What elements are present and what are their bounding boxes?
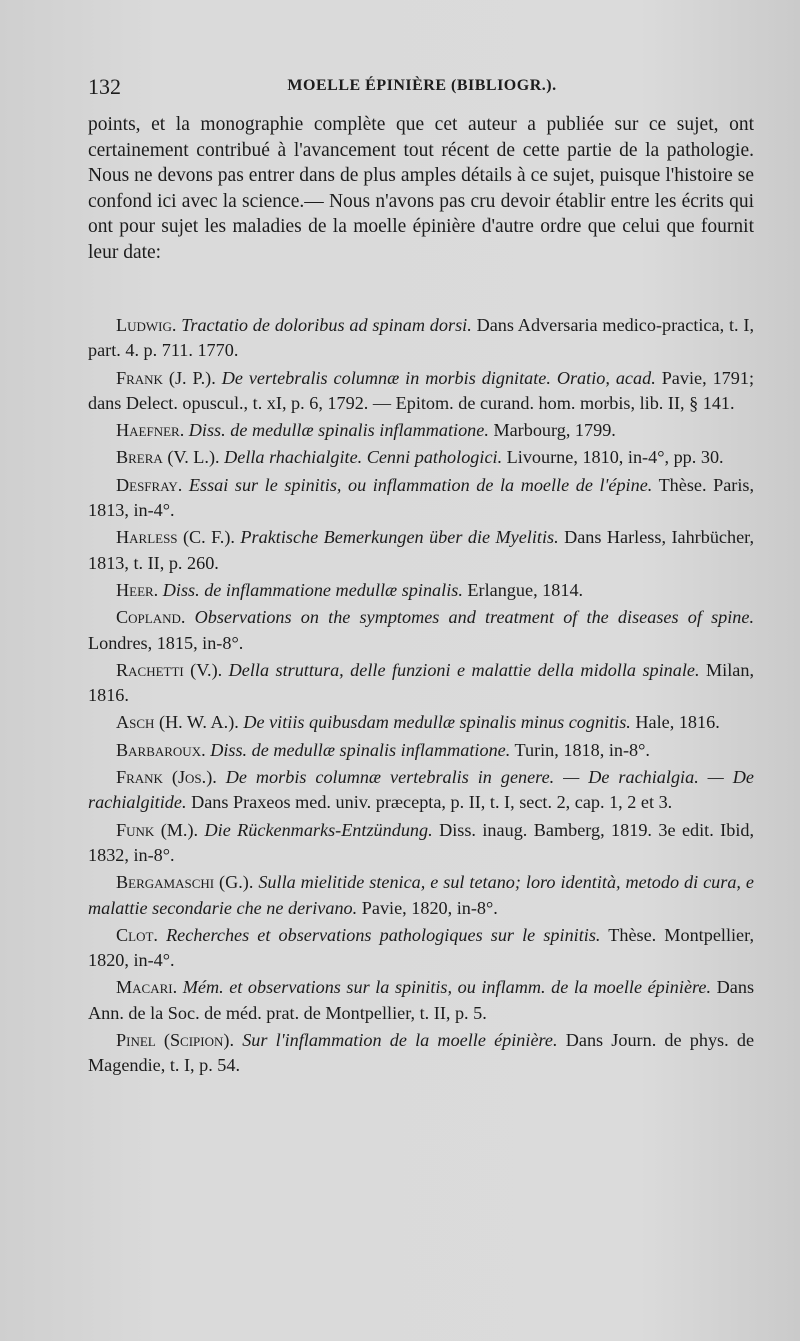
running-head: MOELLE ÉPINIÈRE (BIBLIOGR.). [287,77,557,94]
entry-details: Livourne, 1810, in-4°, pp. 30. [506,447,724,468]
entry-author: Frank (J. P.). [116,367,216,388]
bibliography-entry [88,923,754,974]
entry-details: Hale, 1816. [635,712,720,733]
bibliography-entry [88,366,754,417]
entry-author: Brera (V. L.). [116,447,220,468]
entry-title: Observations on the symptomes and treatment of the diseases of spine. [194,607,755,628]
entry-title: Della rhachialgite. Cenni pathologici. [224,447,503,468]
bibliography-entry [88,658,754,709]
entry-title: Tractatio de doloribus ad spinam dorsi. [181,315,472,335]
page-header [88,74,756,104]
bibliography-entry [88,445,754,470]
entry-details: Marbourg, 1799. [493,420,616,441]
bibliography-entry [88,738,754,763]
bibliography-entry [88,525,754,576]
entry-author: Asch (H. W. A.). [116,712,239,733]
entry-details: Erlangue, 1814. [467,579,584,600]
entry-details: Dans Ann. de la Soc. de méd. prat. de Montpellier, t. II, p. 5. [88,977,755,1023]
bibliography-entry [88,418,754,443]
entry-author: Harless (C. F.). [116,527,235,548]
bibliography-entry [88,765,754,816]
bibliography-entry [88,818,754,869]
entry-details: Londres, 1815, in-8°. [88,632,244,653]
entry-title: Die Rückenmarks-Entzündung. [204,819,433,840]
entry-author: Haefner. [116,420,185,441]
bibliography-entry [88,1028,754,1079]
bibliography-entry [88,710,754,735]
entry-title: Mém. et observations sur la spinitis, ou inflamm. de la moelle épinière. [182,977,712,998]
entry-title: Praktische Bemerkungen über die Myelitis. [240,527,559,548]
entry-details: Diss. inaug. Bamberg, 1819. 3e edit. Ibid, 1832, in-8°. [88,819,755,865]
entry-details: Thèse. Montpellier, 1820, in-4°. [88,924,754,971]
entry-details: Dans Journ. de phys. de Magendie, t. I, p. 54. [88,1030,755,1076]
entry-author: Copland. [116,607,186,628]
entry-title: Sur l'inflammation de la moelle épinière. [242,1030,558,1051]
entry-author: Ludwig. [116,315,177,335]
entry-details: Pavie, 1791; dans Delect. opuscul., t. xI, p. 6, 1792. — Epitom. de curand. hom. morbis, lib. II, § 141. [88,367,755,413]
entry-author: Frank (Jos.). [116,767,217,788]
bibliography-entry [88,870,754,921]
entry-details: Pavie, 1820, in-8°. [361,897,498,918]
bibliography-list [88,313,754,1081]
entry-title: De vertebralis columnæ in morbis dignitate. Oratio, acad. [221,367,656,388]
entry-details: Dans Praxeos med. univ. præcepta, p. II, t. I, sect. 2, cap. 1, 2 et 3. [191,792,673,813]
entry-author: Desfray. [116,474,183,495]
entry-title: Della struttura, delle funzioni e malattie della midolla spinale. [228,659,700,680]
entry-author: Heer. [116,579,159,600]
entry-title: Sulla mielitide stenica, e sul tetano; loro identità, metodo di cura, e malattie secondarie che ne derivano. [88,872,754,918]
bibliography-entry [88,473,754,524]
bibliography-entry [88,313,754,364]
entry-title: Essai sur le spinitis, ou inflammation de la moelle de l'épine. [188,474,653,495]
entry-details: Dans Adversaria medico-practica, t. I, part. 4. p. 711. 1770. [88,315,755,361]
entry-details: Turin, 1818, in-8°. [514,739,650,760]
entry-author: Pinel (Scipion). [116,1030,235,1051]
entry-author: Macari. [116,977,178,998]
entry-title: Diss. de inflammatione medullæ spinalis. [162,579,463,600]
intro-paragraph: points, et la monographie complète que cet auteur a publiée sur ce sujet, ont certainement contribué à l'avancement tout récent de cette partie de la pathologie. Nous ne devons pas entrer dans de plus amples détails à ce sujet, puisque l'histoire se confond ici avec la science.— Nous n'avons pas cru devoir établir entre les écrits qui ont pour sujet les maladies de la moelle épinière d'autre ordre que celui que fournit leur date: [88,114,754,263]
bibliography-entry [88,578,754,603]
entry-title: De morbis columnæ vertebralis in genere. — De rachialgia. — De rachialgitide. [88,767,755,813]
entry-title: Diss. de medullæ spinalis inflammatione. [210,739,511,760]
entry-author: Barbaroux. [116,739,206,760]
bibliography-entry [88,605,754,656]
entry-author: Rachetti (V.). [116,659,223,680]
bibliography-entry [88,975,754,1026]
entry-title: De vitiis quibusdam medullæ spinalis minus cognitis. [243,712,631,733]
entry-title: Diss. de medullæ spinalis inflammatione. [188,420,489,441]
entry-title: Recherches et observations pathologiques sur le spinitis. [166,924,601,945]
entry-author: Funk (M.). [116,819,199,840]
entry-details: Dans Harless, Iahrbücher, 1813, t. II, p. 260. [88,527,755,573]
entry-details: Milan, 1816. [88,659,754,706]
entry-details: Thèse. Paris, 1813, in-4°. [88,474,755,521]
entry-author: Clot. [116,924,158,945]
entry-author: Bergamaschi (G.). [116,872,254,893]
page-number: 132 [88,74,121,99]
